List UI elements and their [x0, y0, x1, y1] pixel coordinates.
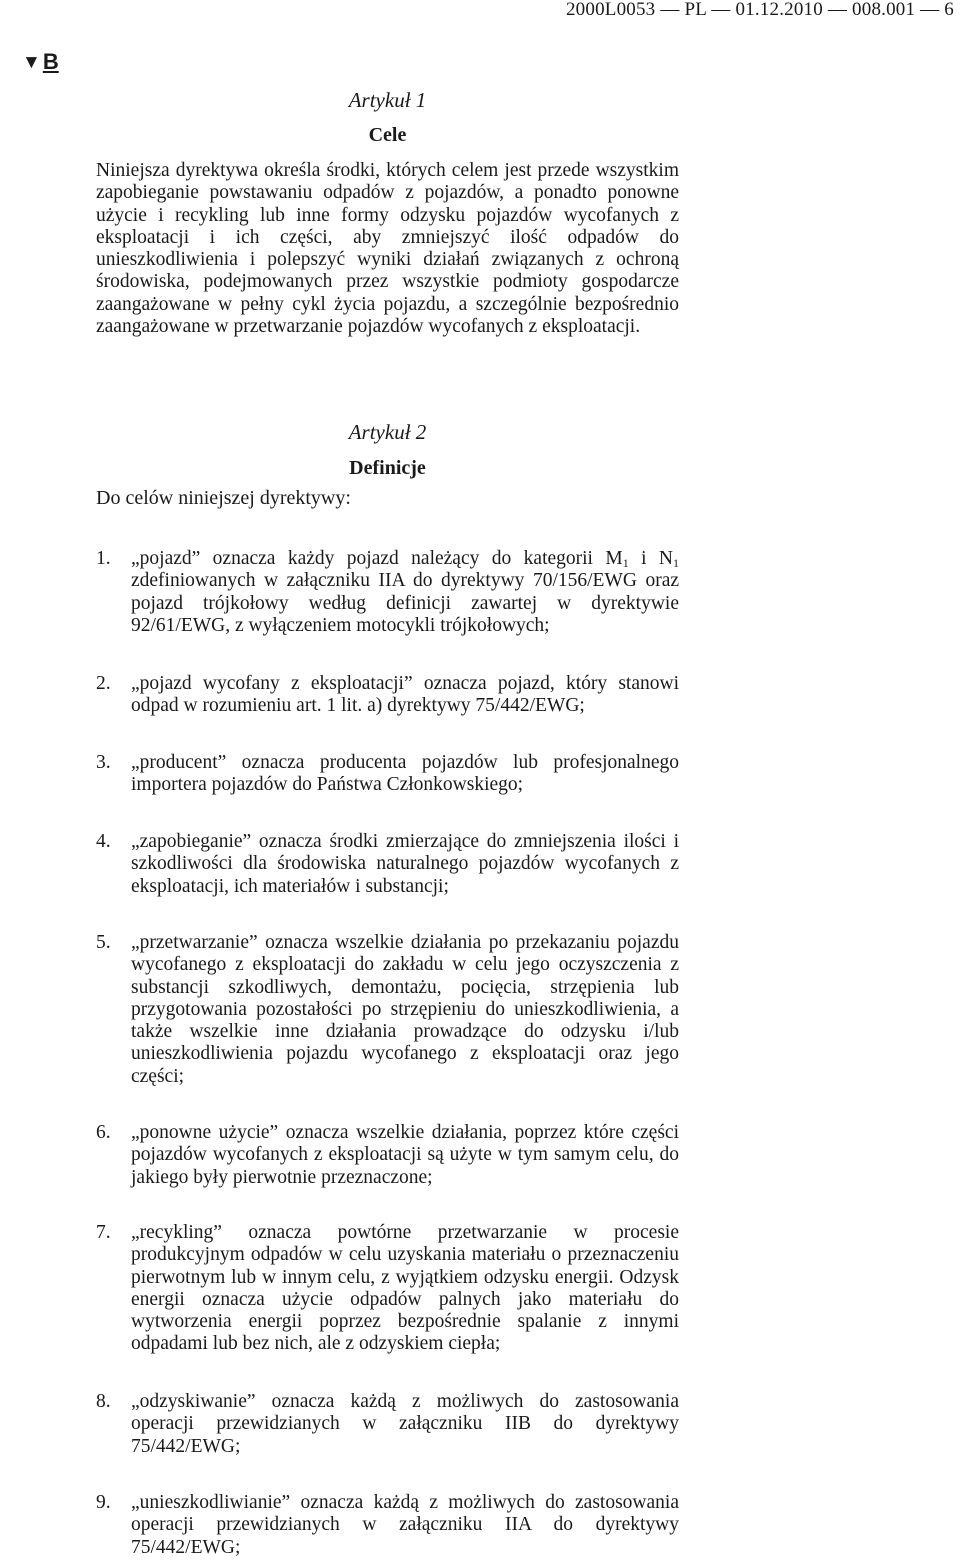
article-1-heading: Cele	[368, 124, 407, 146]
definition-item	[96, 1391, 679, 1458]
article-2-title: Artykuł 2	[348, 420, 427, 444]
document-reference-header: 2000L0053 — PL — 01.12.2010 — 008.001 — 6	[565, 0, 954, 20]
definition-item	[96, 1122, 679, 1189]
definition-text: „ponowne użycie” oznacza wszelkie działania, poprzez które części pojazdów wycofanych z eksploatacji są użyte w tym samym celu, do jakiego były pierwotnie przeznaczone;	[131, 1122, 679, 1188]
definition-item	[96, 548, 679, 637]
definition-number: 1.	[96, 548, 111, 569]
article-1-paragraph: Niniejsza dyrektywa określa środki, których celem jest przede wszystkim zapobieganie powstawaniu odpadów z pojazdów, a ponadto ponowne użycie i recykling lub inne formy odzysku pojazdów wycofanych z eksploatacji i ich części, aby zmniejszyć ilość odpadów do unieszkodliwienia i polepszyć wyniki działań związanych z ochroną środowiska, podejmowanych przez wszystkie podmioty gospodarcze zaangażowane w pełny cykl życia pojazdu, a szczególnie bezpośrednio zaangażowane w przetwarzanie pojazdów wycofanych z eksploatacji.	[96, 160, 679, 338]
definition-number: 6.	[96, 1122, 111, 1143]
definition-item	[96, 673, 679, 718]
definition-number: 9.	[96, 1492, 111, 1513]
definition-text: „unieszkodliwianie” oznacza każdą z możliwych do zastosowania operacji przewidzianych w załączniku IIA do dyrektywy 75/442/EWG;	[131, 1492, 679, 1558]
definition-text: „pojazd” oznacza każdy pojazd należący do kategorii $M_1$ i $N_1$ zdefiniowanych w załączniku IIA do dyrektywy 70/156/EWG oraz pojazd trójkołowy według definicji zawartej w dyrektywie 92/61/EWG, z wyłączeniem motocykli trójkołowych;	[131, 548, 679, 636]
definition-text: „przetwarzanie” oznacza wszelkie działania po przekazaniu pojazdu wycofanego z eksploatacji do zakładu w celu jego oczyszczenia z substancji szkodliwych, demontażu, pocięcia, strzępienia lub przygotowania pozostałości po strzępieniu do unieszkodliwienia, a także wszelkie inne działania prowadzące do odzysku i/lub unieszkodliwienia pojazdu wycofanego z eksploatacji oraz jego części;	[131, 932, 679, 1087]
article-1-title: Artykuł 1	[348, 88, 427, 112]
article-2-heading: Definicje	[349, 457, 426, 479]
definition-item	[96, 831, 679, 898]
definition-text: „producent” oznacza producenta pojazdów lub profesjonalnego importera pojazdów do Państwa Członkowskiego;	[131, 752, 679, 796]
definition-item	[96, 1492, 679, 1559]
definition-text: „odzyskiwanie” oznacza każdą z możliwych do zastosowania operacji przewidzianych w załączniku IIB do dyrektywy 75/442/EWG;	[131, 1391, 679, 1457]
definition-number: 3.	[96, 752, 111, 773]
definition-number: 8.	[96, 1391, 111, 1412]
article-1-body	[96, 160, 679, 338]
definition-text: „zapobieganie” oznacza środki zmierzające do zmniejszenia ilości i szkodliwości dla środowiska naturalnego pojazdów wycofanych z eksploatacji, ich materiałów i substancji;	[131, 831, 679, 897]
definitions-intro: Do celów niniejszej dyrektywy:	[96, 487, 351, 509]
definition-text: „pojazd wycofany z eksploatacji” oznacza pojazd, który stanowi odpad w rozumieniu art. 1 lit. a) dyrektywy 75/442/EWG;	[131, 673, 679, 717]
definition-item	[96, 932, 679, 1088]
definition-text: „recykling” oznacza powtórne przetwarzanie w procesie produkcyjnym odpadów w celu uzyskania materiału o przeznaczeniu pierwotnym lub w innym celu, z wyjątkiem odzysku energii. Odzysk energii oznacza użycie odpadów palnych jako materiału do wytworzenia energii poprzez bezpośrednie spalanie z innymi odpadami lub bez nich, ale z odzyskiem ciepła;	[131, 1222, 679, 1355]
definition-number: 4.	[96, 831, 111, 852]
marker-letter: B	[42, 49, 59, 74]
definition-number: 7.	[96, 1222, 111, 1243]
consolidation-marker	[22, 50, 59, 75]
definition-item	[96, 1222, 679, 1356]
definition-number: 5.	[96, 932, 111, 953]
triangle-down-icon: ▼	[22, 52, 41, 73]
definition-item	[96, 752, 679, 797]
definition-number: 2.	[96, 673, 111, 694]
